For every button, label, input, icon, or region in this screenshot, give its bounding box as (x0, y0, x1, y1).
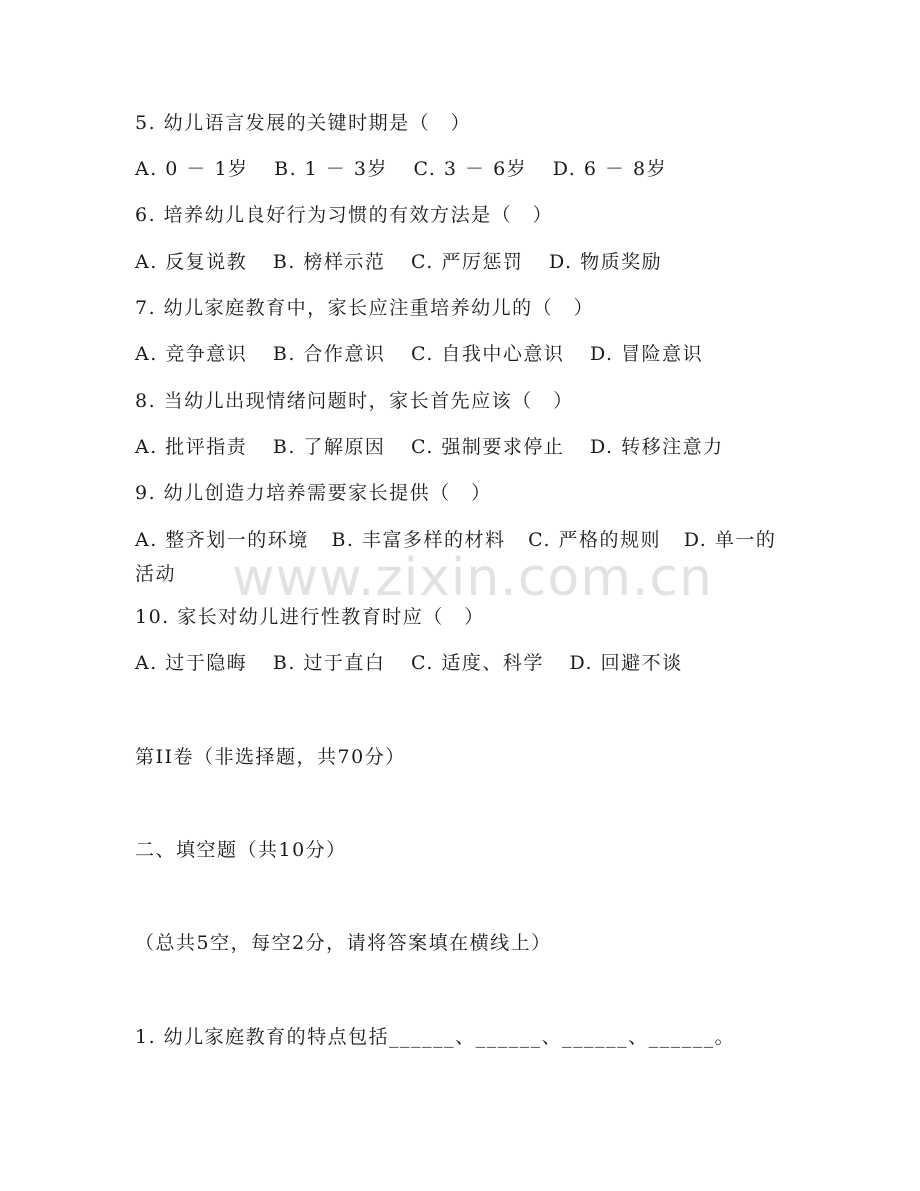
question-6-option-c: C. 严厉惩罚 (410, 251, 524, 273)
part-2-title: 第II卷（非选择题，共70分） (135, 746, 406, 768)
question-6-options (135, 249, 785, 275)
question-5-option-b: B. 1 － 3岁 (274, 158, 388, 180)
question-8-stem: 8. 当幼儿出现情绪问题时，家长首先应该（ ） (135, 390, 574, 412)
question-6-option-b: B. 榜样示范 (272, 251, 386, 273)
fill-question-1: 1. 幼儿家庭教育的特点包括______、______、______、______。 (135, 1026, 736, 1048)
question-7-stem: 7. 幼儿家庭教育中，家长应注重培养幼儿的（ ） (135, 297, 595, 319)
question-8-option-b: B. 了解原因 (272, 436, 386, 458)
question-8-options (135, 434, 785, 460)
question-10-stem: 10. 家长对幼儿进行性教育时应（ ） (135, 606, 485, 628)
question-5-option-d: D. 6 － 8岁 (552, 158, 668, 180)
question-6-option-a: A. 反复说教 (135, 251, 248, 273)
question-9-stem: 9. 幼儿创造力培养需要家长提供（ ） (135, 482, 492, 504)
question-5-options (135, 156, 785, 182)
question-9-option-d: D. 单一的活动 (135, 529, 777, 585)
question-9-option-b: B. 丰富多样的材料 (331, 529, 506, 551)
question-9-option-a: A. 整齐划一的环境 (135, 529, 309, 551)
question-10-option-c: C. 适度、科学 (410, 652, 544, 674)
question-7-options (135, 341, 785, 367)
question-7-option-d: D. 冒险意识 (589, 343, 704, 365)
question-10-options (135, 650, 785, 676)
question-5-stem: 5. 幼儿语言发展的关键时期是（ ） (135, 112, 472, 134)
question-8-option-a: A. 批评指责 (135, 436, 248, 458)
question-10-option-a: A. 过于隐晦 (135, 652, 248, 674)
question-9-option-c: C. 严格的规则 (528, 529, 662, 551)
question-5-option-c: C. 3 － 6岁 (413, 158, 528, 180)
question-7-option-a: A. 竞争意识 (135, 343, 248, 365)
section-2-title: 二、填空题（共10分） (135, 839, 347, 861)
question-8-option-c: C. 强制要求停止 (410, 436, 565, 458)
watermark: www.zixin.com.cn (232, 548, 713, 608)
question-8-option-d: D. 转移注意力 (589, 436, 724, 458)
question-7-option-c: C. 自我中心意识 (410, 343, 565, 365)
question-6-stem: 6. 培养幼儿良好行为习惯的有效方法是（ ） (135, 204, 554, 226)
question-6-option-d: D. 物质奖励 (548, 251, 663, 273)
section-2-note: （总共5空，每空2分，请将答案填在横线上） (135, 932, 552, 954)
question-10-option-b: B. 过于直白 (272, 652, 386, 674)
question-7-option-b: B. 合作意识 (272, 343, 386, 365)
question-10-option-d: D. 回避不谈 (569, 652, 683, 674)
question-5-option-a: A. 0 － 1岁 (135, 158, 249, 180)
